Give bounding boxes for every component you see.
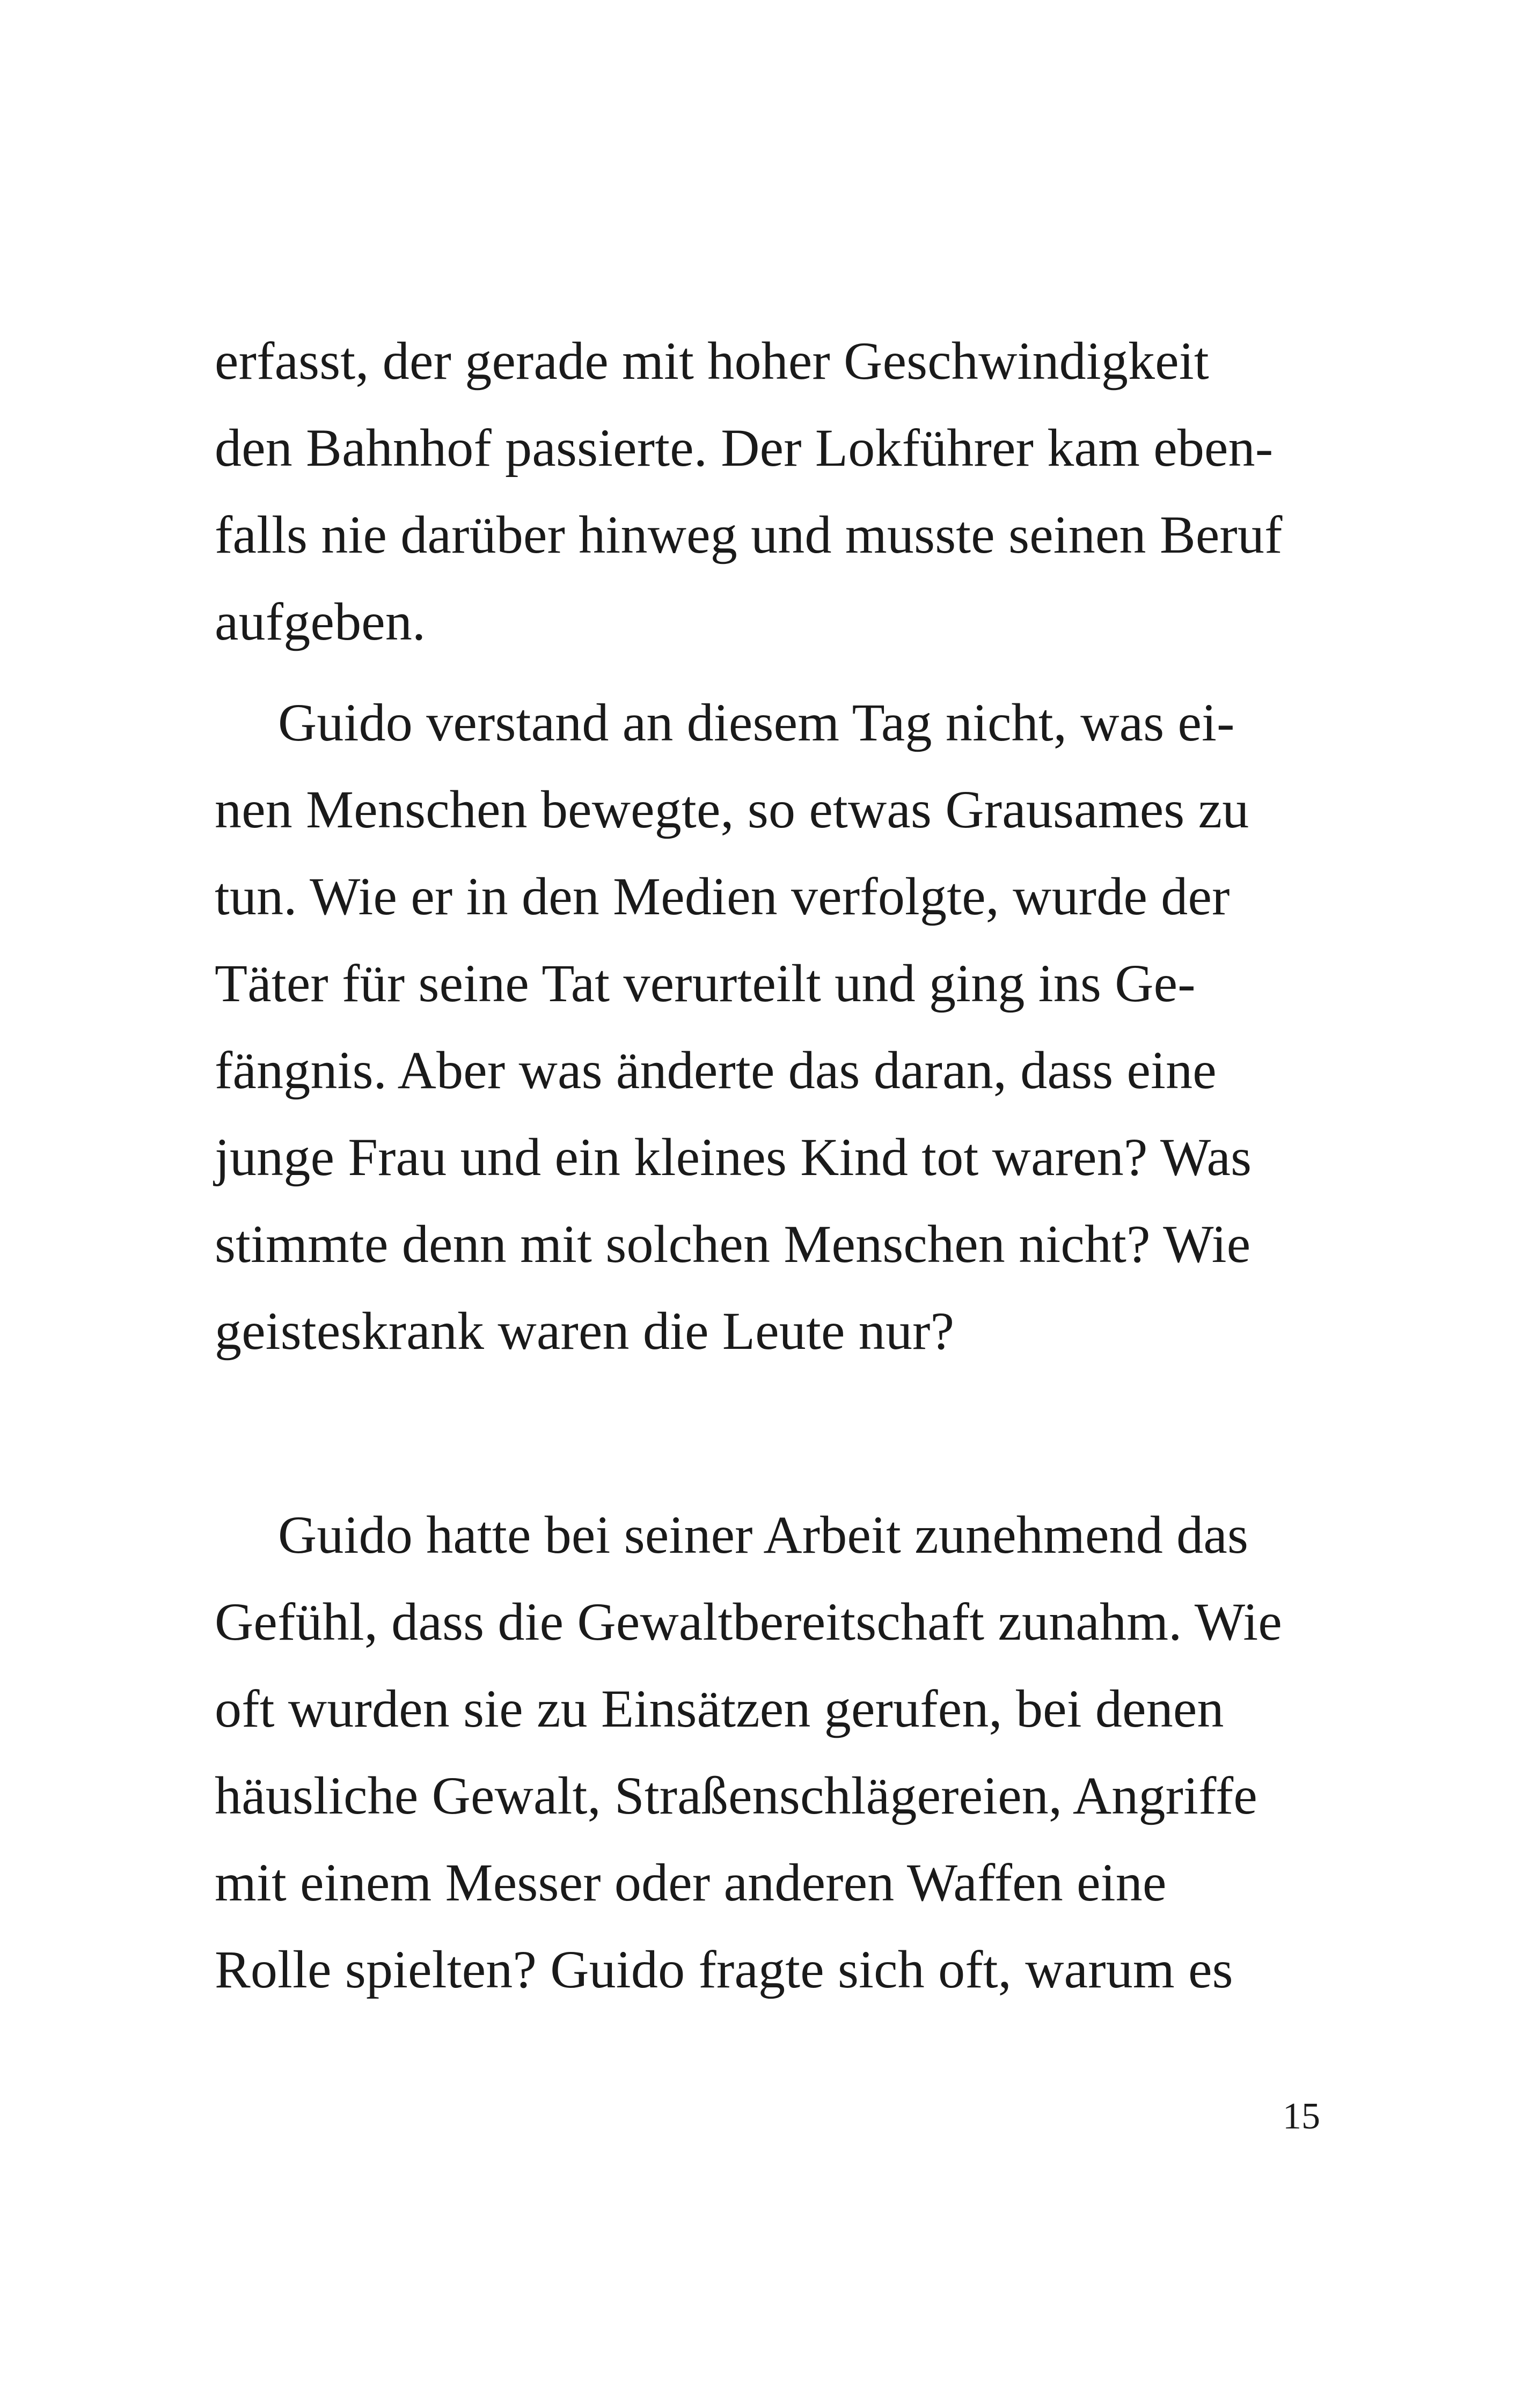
text-line: Rolle spielten? Guido fragte sich oft, warum es	[215, 1940, 1233, 1999]
paragraph-3	[215, 1492, 1320, 2013]
text-line: erfasst, der gerade mit hoher Geschwindigkeit	[215, 331, 1209, 391]
text-line: aufgeben.	[215, 592, 426, 651]
text-line: tun. Wie er in den Medien verfolgte, wurde der	[215, 867, 1230, 926]
text-line: Täter für seine Tat verurteilt und ging ins Ge-	[215, 953, 1196, 1013]
text-line: nen Menschen bewegte, so etwas Grausames zu	[215, 780, 1249, 839]
text-line: stimmte denn mit solchen Menschen nicht? Wie	[215, 1214, 1251, 1274]
text-line: Guido hatte bei seiner Arbeit zunehmend das	[278, 1505, 1249, 1565]
text-line: oft wurden sie zu Einsätzen gerufen, bei denen	[215, 1679, 1224, 1738]
text-line: Guido verstand an diesem Tag nicht, was ei-	[278, 693, 1235, 752]
text-line: falls nie darüber hinweg und musste seinen Beruf	[215, 505, 1283, 564]
text-line: häusliche Gewalt, Straßenschlägereien, Angriffe	[215, 1766, 1257, 1825]
text-line: fängnis. Aber was änderte das daran, dass eine	[215, 1040, 1217, 1100]
paragraph-1	[215, 318, 1320, 665]
text-line: junge Frau und ein kleines Kind tot waren? Was	[215, 1127, 1252, 1187]
text-line: geisteskrank waren die Leute nur?	[215, 1301, 955, 1361]
text-line: Gefühl, dass die Gewaltbereitschaft zunahm. Wie	[215, 1592, 1282, 1651]
paragraph-2	[215, 679, 1320, 1375]
page-number: 15	[1283, 2096, 1320, 2137]
text-line: den Bahnhof passierte. Der Lokführer kam eben-	[215, 418, 1274, 478]
text-line: mit einem Messer oder anderen Waffen eine	[215, 1853, 1167, 1912]
